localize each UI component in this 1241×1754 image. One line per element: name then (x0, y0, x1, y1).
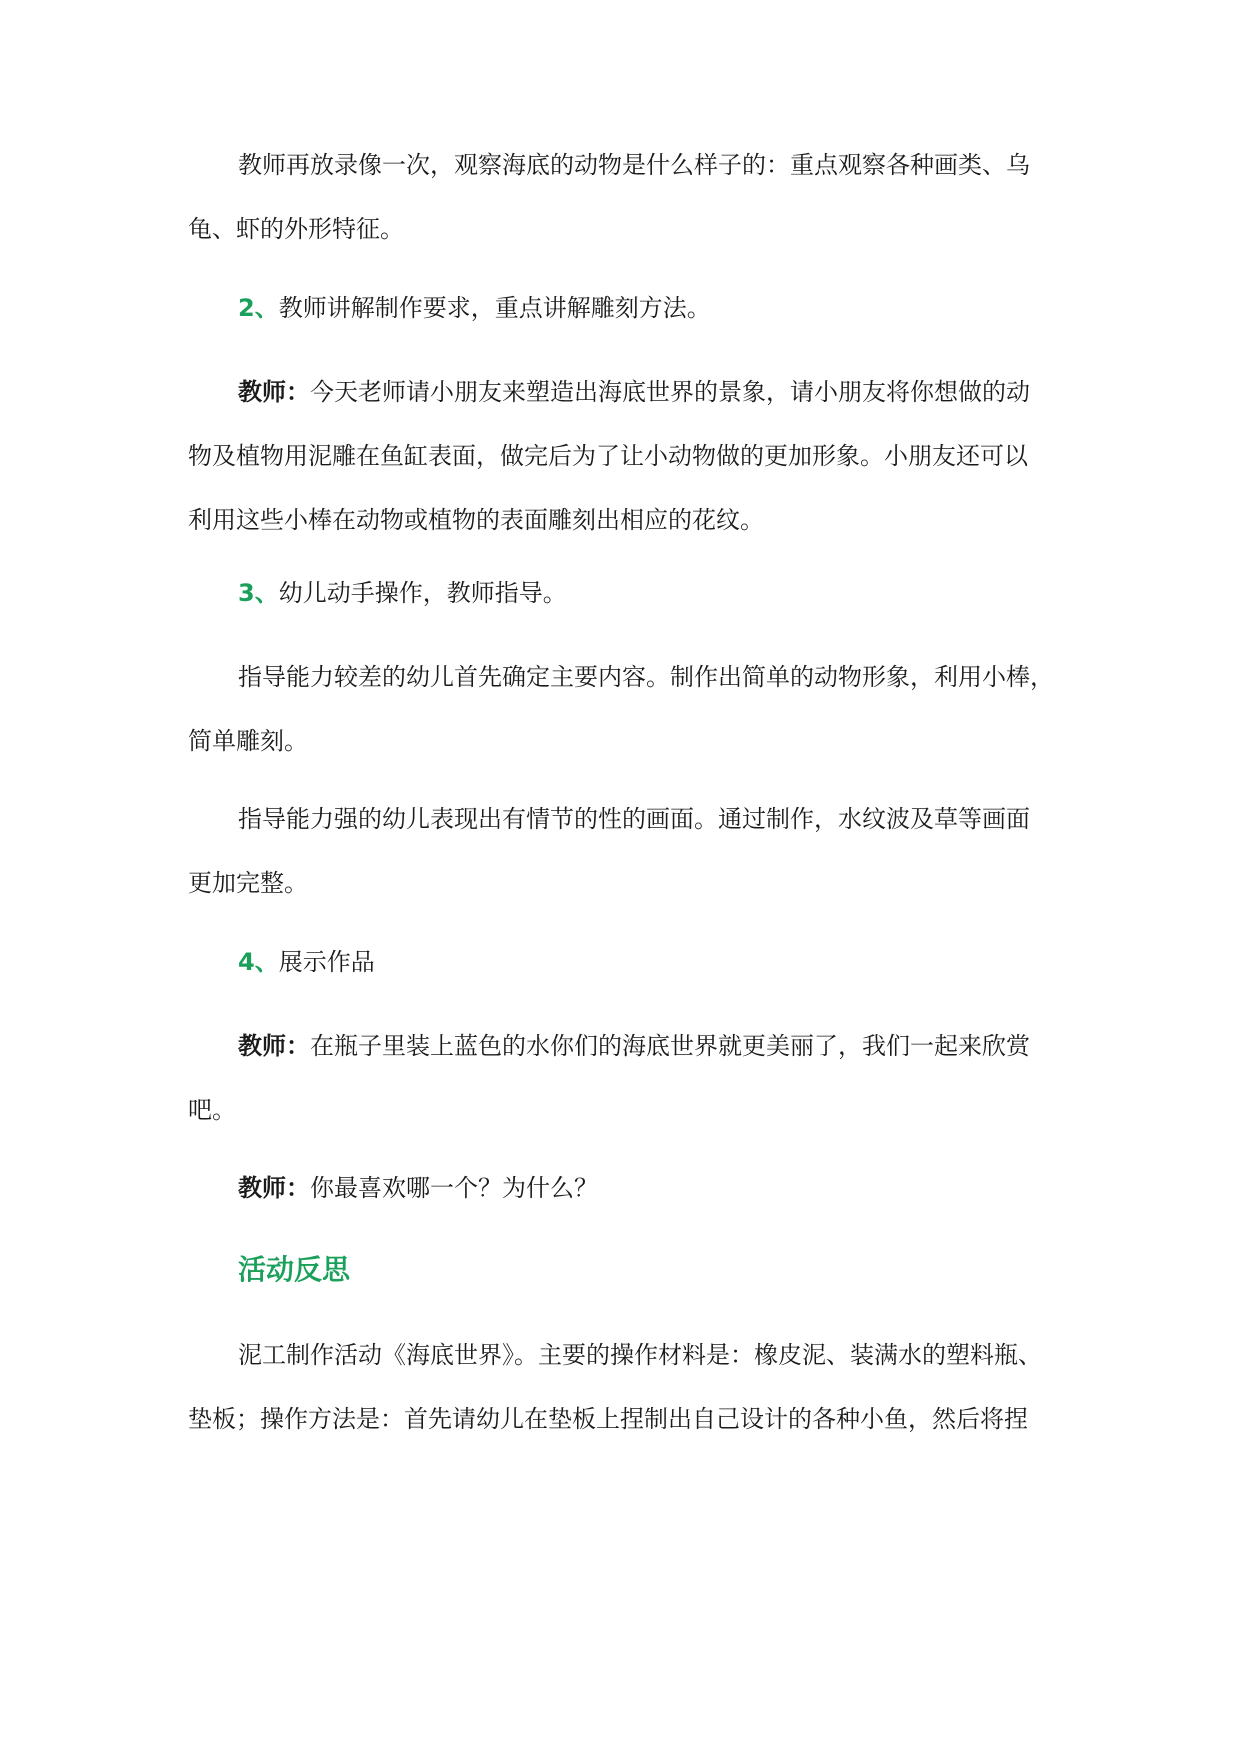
text-line: 物及植物用泥雕在鱼缸表面，做完后为了让小动物做的更加形象。小朋友还可以 (188, 442, 1028, 470)
step-text: 教师讲解制作要求，重点讲解雕刻方法。 (278, 294, 711, 322)
text-line: 泥工制作活动《海底世界》。主要的操作材料是：橡皮泥、装满水的塑料瓶、 (238, 1341, 1042, 1369)
text-line: 你最喜欢哪一个？为什么？ (310, 1174, 598, 1202)
step-4 (188, 930, 1056, 994)
paragraph-reflection (188, 1323, 1056, 1451)
speaker-label: 教师： (238, 1174, 310, 1202)
text-line: 指导能力强的幼儿表现出有情节的性的画面。通过制作，水纹波及草等画面 (238, 805, 1030, 833)
step-number: 3、 (238, 579, 279, 607)
step-3 (188, 561, 1056, 625)
step-text: 幼儿动手操作，教师指导。 (278, 579, 567, 607)
paragraph-observe (188, 133, 1056, 261)
section-title: 活动反思 (238, 1253, 351, 1286)
text-line: 在瓶子里装上蓝色的水你们的海底世界就更美丽了，我们一起来欣赏 (310, 1032, 1030, 1060)
paragraph-teacher-instructions (188, 360, 1056, 552)
text-line: 教师再放录像一次，观察海底的动物是什么样子的：重点观察各种画类、乌 (238, 151, 1030, 179)
paragraph-guidance-strong (188, 787, 1056, 915)
step-2 (188, 276, 1056, 340)
step-number: 2、 (238, 294, 279, 322)
text-line: 龟、虾的外形特征。 (188, 215, 404, 243)
speaker-label: 教师： (238, 378, 310, 406)
text-line: 吧。 (188, 1096, 236, 1124)
text-line: 今天老师请小朋友来塑造出海底世界的景象，请小朋友将你想做的动 (310, 378, 1030, 406)
text-line: 利用这些小棒在动物或植物的表面雕刻出相应的花纹。 (188, 506, 764, 534)
text-line: 更加完整。 (188, 869, 308, 897)
text-line: 指导能力较差的幼儿首先确定主要内容。制作出简单的动物形象，利用小棒， (238, 663, 1054, 691)
paragraph-teacher-question (188, 1156, 1056, 1220)
paragraph-guidance-weak (188, 645, 1056, 773)
paragraph-teacher-blue-water (188, 1014, 1056, 1142)
step-number: 4、 (238, 948, 279, 976)
text-line: 垫板；操作方法是：首先请幼儿在垫板上捏制出自己设计的各种小鱼，然后将捏 (188, 1405, 1028, 1433)
text-line: 简单雕刻。 (188, 727, 308, 755)
step-text: 展示作品 (278, 948, 375, 976)
speaker-label: 教师： (238, 1032, 310, 1060)
